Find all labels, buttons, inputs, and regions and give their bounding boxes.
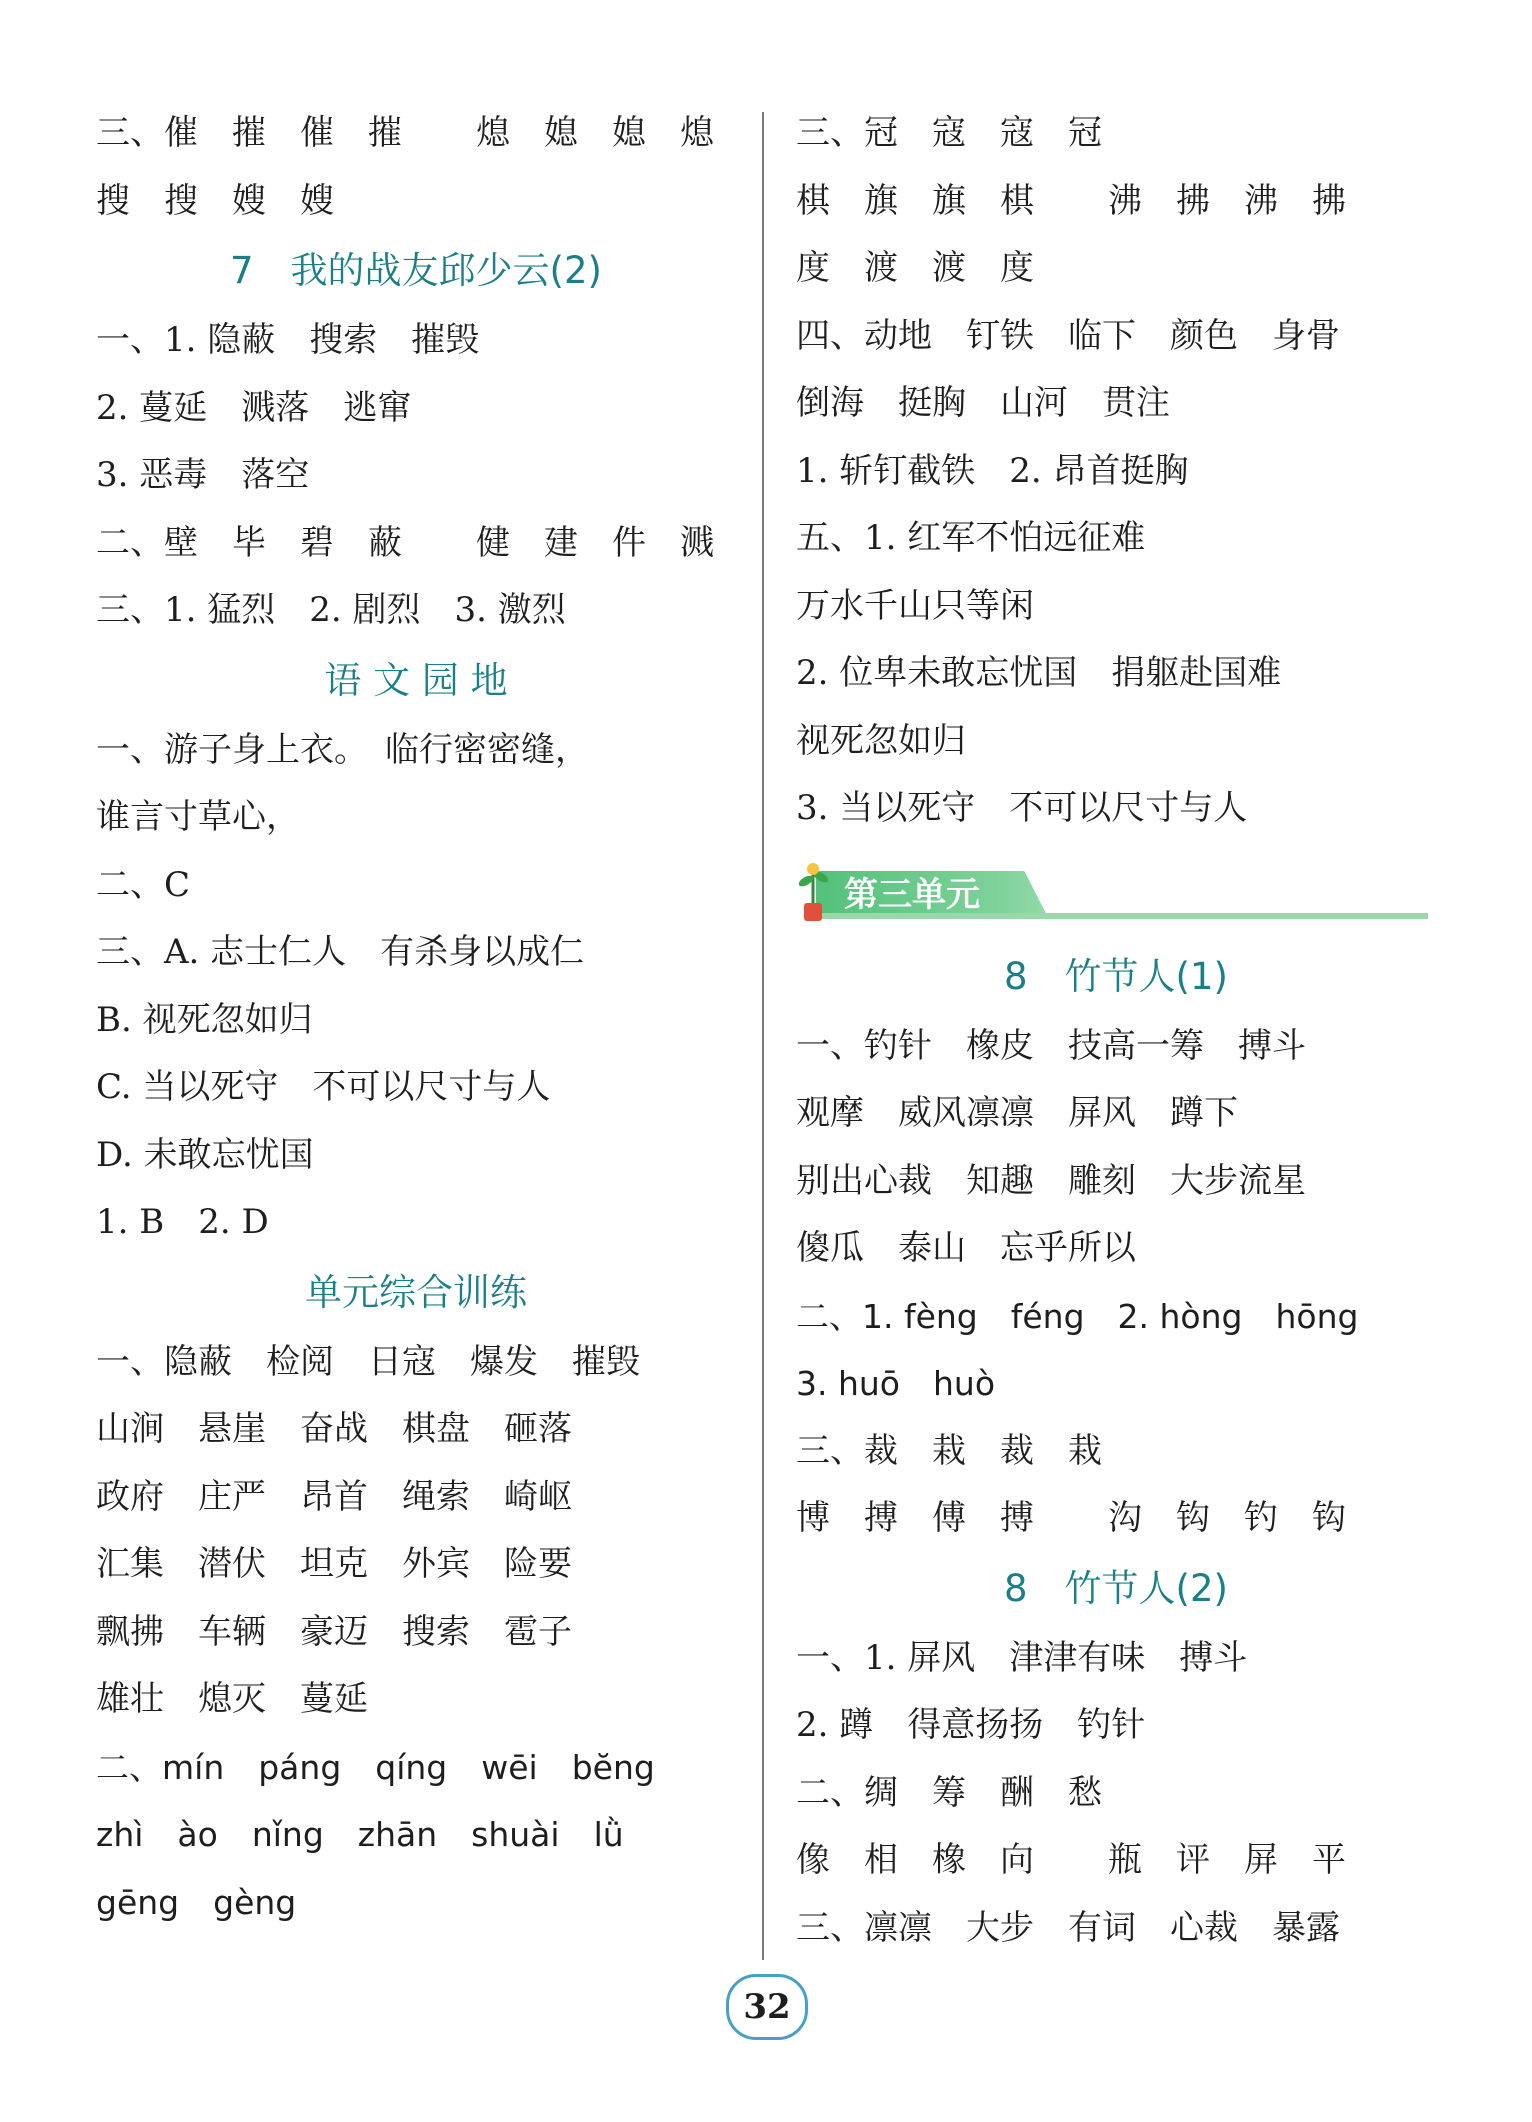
word: 健 bbox=[476, 522, 510, 563]
word: 熄灭 bbox=[198, 1679, 266, 1719]
word: 四、动地 bbox=[796, 315, 932, 356]
word: 颜色 bbox=[1170, 315, 1238, 356]
answer-line: 3. 恶毒 落空 bbox=[96, 455, 310, 495]
word: 棋盘 bbox=[402, 1409, 470, 1449]
word-row bbox=[796, 1148, 1436, 1216]
word: 豪迈 bbox=[300, 1611, 368, 1652]
word: 山涧 bbox=[96, 1409, 164, 1449]
word: ào bbox=[177, 1815, 218, 1854]
word: 搜索 bbox=[402, 1611, 470, 1652]
word-row bbox=[96, 1666, 736, 1734]
word: 摧 bbox=[368, 113, 402, 153]
word: 博 bbox=[796, 1498, 830, 1538]
answer-line: D. 未敢忘忧国 bbox=[96, 1134, 314, 1175]
word: 大步流星 bbox=[1170, 1160, 1306, 1201]
word: 身骨 bbox=[1272, 315, 1340, 356]
word: 摧毁 bbox=[572, 1341, 640, 1382]
word: 向 bbox=[1000, 1840, 1034, 1880]
word: 傅 bbox=[932, 1498, 966, 1538]
answer-line: 二、C bbox=[96, 864, 191, 905]
word-row bbox=[796, 1013, 1436, 1081]
word: 嫂 bbox=[300, 180, 334, 221]
word: 忘乎所以 bbox=[1000, 1228, 1136, 1268]
word: 蔽 bbox=[368, 522, 402, 563]
word: gēng bbox=[96, 1882, 180, 1922]
word: 瓶 bbox=[1108, 1840, 1142, 1880]
word: 汇集 bbox=[96, 1544, 164, 1584]
word: 相 bbox=[864, 1840, 898, 1880]
word: 钉铁 bbox=[966, 315, 1034, 356]
word: zhì bbox=[96, 1815, 144, 1854]
word-row bbox=[796, 1418, 1436, 1486]
word: 件 bbox=[612, 522, 646, 563]
word-row bbox=[796, 100, 1436, 168]
word: 沟 bbox=[1108, 1498, 1142, 1538]
word: 二、壁 bbox=[96, 522, 198, 563]
word: 坦克 bbox=[300, 1544, 368, 1584]
word: 倒海 bbox=[796, 383, 864, 423]
word: 建 bbox=[544, 522, 578, 563]
word: páng bbox=[258, 1747, 342, 1787]
word: 屏风 bbox=[1068, 1093, 1136, 1133]
answer-line: 一、游子身上衣。 临行密密缝， bbox=[96, 729, 589, 770]
word: shuài bbox=[471, 1815, 560, 1854]
word: 三、裁 bbox=[796, 1430, 898, 1471]
word: 钩 bbox=[1176, 1498, 1210, 1538]
word: qíng bbox=[375, 1747, 448, 1787]
word: 雹子 bbox=[504, 1611, 572, 1652]
word: 砸落 bbox=[504, 1409, 572, 1449]
section-title-8b: 8 竹节人(2) bbox=[1004, 1566, 1228, 1610]
page-number: 32 bbox=[726, 1974, 808, 2040]
word: 险要 bbox=[504, 1544, 572, 1584]
right-column bbox=[796, 100, 1436, 1962]
answer-line: 2. 位卑未敢忘忧国 捐躯赴国难 bbox=[796, 653, 1282, 693]
word: zhān bbox=[357, 1815, 438, 1854]
word: 度 bbox=[1000, 248, 1034, 288]
plant-icon bbox=[796, 859, 832, 923]
word: 愁 bbox=[1068, 1772, 1102, 1813]
answer-line: 一、1. 屏风 津津有味 搏斗 bbox=[796, 1637, 1248, 1678]
word: nǐng bbox=[251, 1815, 324, 1854]
word-row bbox=[96, 1396, 736, 1464]
word-row bbox=[796, 1485, 1436, 1553]
word: 栽 bbox=[932, 1430, 966, 1471]
word: 一、钓针 bbox=[796, 1025, 932, 1066]
word: 评 bbox=[1176, 1840, 1210, 1880]
column-divider bbox=[762, 112, 764, 1960]
word: 雕刻 bbox=[1068, 1160, 1136, 1201]
word: 平 bbox=[1312, 1840, 1346, 1880]
word-row bbox=[796, 1760, 1436, 1828]
word: 临下 bbox=[1068, 315, 1136, 356]
answer-line: 1. 斩钉截铁 2. 昂首挺胸 bbox=[796, 450, 1189, 491]
word: 拂 bbox=[1312, 180, 1346, 221]
word-row bbox=[96, 1329, 736, 1397]
word: 嫂 bbox=[232, 180, 266, 221]
answer-line: 1. B 2. D bbox=[96, 1202, 269, 1242]
pinyin-row bbox=[96, 1734, 736, 1802]
word: 酬 bbox=[1000, 1772, 1034, 1813]
section-title-unit: 单元综合训练 bbox=[305, 1270, 527, 1314]
word: 媳 bbox=[544, 113, 578, 153]
word: 挺胸 bbox=[898, 383, 966, 423]
word: 心裁 bbox=[1170, 1907, 1238, 1948]
word: 观摩 bbox=[796, 1093, 864, 1133]
word: 蹲下 bbox=[1170, 1093, 1238, 1133]
answer-line: 三、1. 猛烈 2. 剧烈 3. 激烈 bbox=[96, 590, 566, 630]
word: 技高一筹 bbox=[1068, 1025, 1204, 1066]
word: 贯注 bbox=[1102, 383, 1170, 423]
word: 傻瓜 bbox=[796, 1228, 864, 1268]
word: 摧 bbox=[232, 113, 266, 153]
word: 搜 bbox=[96, 180, 130, 221]
word-row bbox=[796, 235, 1436, 303]
word: gèng bbox=[213, 1882, 297, 1922]
section-title-7: 7 我的战友邱少云(2) bbox=[230, 249, 602, 292]
word: 车辆 bbox=[198, 1611, 266, 1652]
answer-line: 3. 当以死守 不可以尺寸与人 bbox=[796, 788, 1248, 828]
answer-line: C. 当以死守 不可以尺寸与人 bbox=[96, 1067, 551, 1107]
left-column bbox=[96, 100, 736, 1936]
word-row bbox=[96, 1531, 736, 1599]
word: 熄 bbox=[476, 113, 510, 153]
word: 钓 bbox=[1244, 1498, 1278, 1538]
word: 催 bbox=[300, 113, 334, 153]
word: 泰山 bbox=[898, 1228, 966, 1268]
pinyin-row bbox=[96, 1801, 736, 1869]
word: 搏 bbox=[864, 1498, 898, 1538]
word: 栽 bbox=[1068, 1430, 1102, 1471]
word: 二、mín bbox=[96, 1747, 225, 1787]
word: bĕng bbox=[571, 1747, 655, 1787]
word-row bbox=[796, 370, 1436, 438]
word: 碧 bbox=[300, 522, 334, 563]
word: 橡皮 bbox=[966, 1025, 1034, 1066]
word: 冠 bbox=[1068, 113, 1102, 153]
answer-line bbox=[96, 510, 736, 578]
word: 棋 bbox=[1000, 180, 1034, 221]
pinyin-row: 二、1. fèng féng 2. hòng hōng bbox=[796, 1296, 1359, 1336]
word-row bbox=[796, 303, 1436, 371]
word-row bbox=[96, 1464, 736, 1532]
word: 媳 bbox=[612, 113, 646, 153]
word: 悬崖 bbox=[198, 1409, 266, 1449]
word: 渡 bbox=[932, 248, 966, 288]
word: 绳索 bbox=[402, 1476, 470, 1517]
answer-line: B. 视死忽如归 bbox=[96, 999, 313, 1040]
word: 知趣 bbox=[966, 1160, 1034, 1201]
word: 大步 bbox=[966, 1907, 1034, 1948]
answer-line: 一、1. 隐蔽 搜索 摧毁 bbox=[96, 320, 480, 360]
word: 雄壮 bbox=[96, 1679, 164, 1719]
answer-line: 视死忽如归 bbox=[796, 720, 966, 761]
word: 威风凛凛 bbox=[898, 1093, 1034, 1133]
word: 奋战 bbox=[300, 1409, 368, 1449]
word: 棋 bbox=[796, 180, 830, 221]
answer-line: 谁言寸草心， bbox=[96, 797, 300, 837]
word: 昂首 bbox=[300, 1476, 368, 1517]
unit-banner-label: 第三单元 bbox=[844, 874, 980, 915]
answer-line: 五、1. 红军不怕远征难 bbox=[796, 518, 1146, 558]
word-row bbox=[796, 1215, 1436, 1283]
pinyin-row: 3. huō huò bbox=[796, 1364, 996, 1403]
word: 外宾 bbox=[402, 1544, 470, 1584]
word: 飘拂 bbox=[96, 1611, 164, 1652]
word: 三、凛凛 bbox=[796, 1907, 932, 1948]
word: 一、隐蔽 bbox=[96, 1341, 232, 1382]
left-line-1 bbox=[96, 100, 736, 168]
answer-line: 2. 蔓延 溅落 逃窜 bbox=[96, 387, 412, 428]
word: 山河 bbox=[1000, 383, 1068, 423]
word: 像 bbox=[796, 1840, 830, 1880]
word: 搏 bbox=[1000, 1498, 1034, 1538]
word: 别出心裁 bbox=[796, 1160, 932, 1201]
word: 日寇 bbox=[368, 1341, 436, 1382]
word: 旗 bbox=[932, 180, 966, 221]
word: 检阅 bbox=[266, 1341, 334, 1382]
pinyin-row bbox=[96, 1869, 736, 1937]
word: 搜 bbox=[164, 180, 198, 221]
word: 有词 bbox=[1068, 1907, 1136, 1948]
word: 政府 bbox=[96, 1476, 164, 1517]
word: 熄 bbox=[680, 113, 714, 153]
word: lǜ bbox=[593, 1815, 624, 1854]
word-row bbox=[796, 168, 1436, 236]
word: 拂 bbox=[1176, 180, 1210, 221]
word: 二、绸 bbox=[796, 1772, 898, 1813]
word-row bbox=[796, 1827, 1436, 1895]
section-title-8a: 8 竹节人(1) bbox=[1004, 954, 1228, 998]
word: 裁 bbox=[1000, 1430, 1034, 1471]
word-row bbox=[796, 1895, 1436, 1963]
word-row bbox=[796, 1080, 1436, 1148]
answer-line: 三、A. 志士仁人 有杀身以成仁 bbox=[96, 932, 585, 972]
word: 屏 bbox=[1244, 1840, 1278, 1880]
answer-line: 万水千山只等闲 bbox=[796, 585, 1034, 626]
word: 沸 bbox=[1244, 180, 1278, 221]
word: 渡 bbox=[864, 248, 898, 288]
word: 筹 bbox=[932, 1772, 966, 1813]
word: 蔓延 bbox=[300, 1679, 368, 1719]
word: 暴露 bbox=[1272, 1907, 1340, 1948]
word: 崎岖 bbox=[504, 1476, 572, 1517]
word: 橡 bbox=[932, 1840, 966, 1880]
word: 毕 bbox=[232, 522, 266, 563]
word: 庄严 bbox=[198, 1476, 266, 1517]
word: 潜伏 bbox=[198, 1544, 266, 1584]
word: 三、催 bbox=[96, 113, 198, 153]
section-title-garden: 语 文 园 地 bbox=[324, 658, 508, 702]
word: 爆发 bbox=[470, 1341, 538, 1382]
word: 寇 bbox=[1000, 113, 1034, 153]
word: 度 bbox=[796, 248, 830, 288]
word: 三、冠 bbox=[796, 113, 898, 153]
word: 溅 bbox=[680, 522, 714, 563]
answer-line: 2. 蹲 得意扬扬 钓针 bbox=[796, 1705, 1146, 1745]
word: 钩 bbox=[1312, 1498, 1346, 1538]
word: 旗 bbox=[864, 180, 898, 221]
word: wēi bbox=[481, 1747, 538, 1787]
word-row bbox=[96, 1599, 736, 1667]
word: 寇 bbox=[932, 113, 966, 153]
left-line-2 bbox=[96, 168, 736, 236]
word: 沸 bbox=[1108, 180, 1142, 221]
word: 搏斗 bbox=[1238, 1025, 1306, 1066]
unit-banner bbox=[796, 853, 1436, 933]
